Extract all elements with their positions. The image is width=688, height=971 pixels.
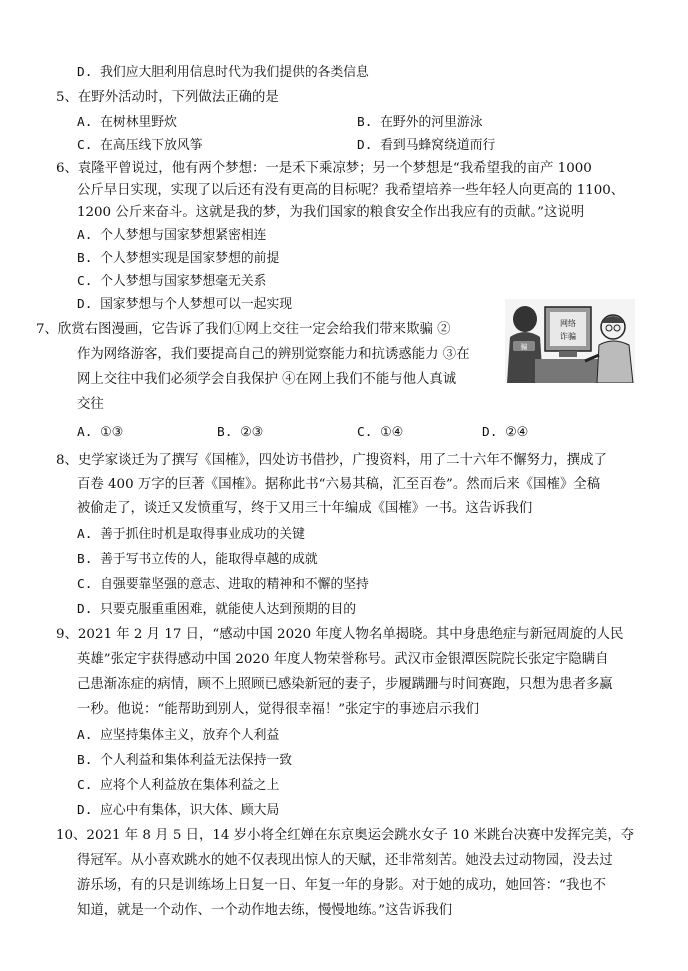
q4-option-d: D. 我们应大胆利用信息时代为我们提供的各类信息 [77, 65, 369, 80]
q8-option-c: C. 自强要靠坚强的意志、进取的精神和不懈的坚持 [77, 577, 369, 592]
thief-badge: 骗 [520, 343, 528, 351]
q8-stem-line3: 被偷走了，谈迁又发愤重写，终于又用三十年编成《国榷》一书。这告诉我们 [77, 501, 533, 516]
q8-stem-line1: 8、史学家谈迁为了撰写《国榷》，四处访书借抄，广搜资料，用了二十六年不懈努力，撰成了 [56, 453, 607, 468]
monitor-text-2: 诈骗 [560, 332, 576, 341]
q10-stem-line2: 得冠军。从小喜欢跳水的她不仅表现出惊人的天赋，还非常刻苦。她没去过动物园，没去过 [77, 853, 613, 868]
q7-stem-line3: 网上交往中我们必须学会自我保护 ④在网上我们不能与他人真诚 [77, 372, 457, 387]
q8-stem-line2: 百卷 400 万字的巨著《国榷》。据称此书“六易其稿，汇至百卷”。然而后来《国榷》全稿 [77, 477, 601, 492]
desk [535, 359, 605, 383]
q6-option-a: A. 个人梦想与国家梦想紧密相连 [77, 228, 267, 243]
q9-option-b: B. 个人利益和集体利益无法保持一致 [77, 753, 293, 768]
q7-stem-line4: 交往 [77, 397, 104, 412]
q7-stem-line2: 作为网络游客，我们要提高自己的辨别觉察能力和抗诱惑能力 ③在 [77, 347, 470, 362]
q7-option-d: D. ②④ [482, 425, 529, 440]
q8-option-b: B. 善于写书立传的人，能取得卓越的成就 [77, 552, 318, 567]
thief-head [513, 306, 537, 332]
q10-stem-line4: 知道，就是一个动作、一个动作地去练，慢慢地练。”这告诉我们 [77, 903, 453, 918]
q10-stem-line1: 10、2021 年 8 月 5 日，14 岁小将全红婵在东京奥运会跳水女子 10 米跳台决赛中发挥完美，夺 [56, 828, 635, 843]
q6-stem-line3: 1200 公斤来奋斗。这就是我的梦，为我们国家的粮食安全作出我应有的贡献。”这说明 [77, 205, 585, 220]
q9-stem-line3: 己患渐冻症的病情，顾不上照顾已感染新冠的妻子，步履蹒跚与时间赛跑，只想为患者多赢 [77, 677, 613, 692]
q7-option-a: A. ①③ [77, 425, 124, 440]
q9-stem-line1: 9、2021 年 2 月 17 日，“感动中国 2020 年度人物名单揭晓。其中身患绝症与新冠周旋的人民 [56, 627, 624, 642]
q8-option-d: D. 只要克服重重困难，就能使人达到预期的目的 [77, 602, 357, 617]
q9-stem-line4: 一秒。他说：“能帮助到别人，觉得很幸福！”张定宇的事迹启示我们 [77, 702, 480, 717]
q8-option-a: A. 善于抓住时机是取得事业成功的关键 [77, 527, 305, 542]
q5-option-b: B. 在野外的河里游泳 [357, 115, 483, 130]
q9-option-c: C. 应将个人利益放在集体利益之上 [77, 778, 280, 793]
q6-stem-line2: 公斤早日实现，实现了以后还有没有更高的目标呢？我希望培养一些年轻人向更高的 1100、 [77, 183, 625, 198]
q5-option-a: A. 在树林里野炊 [77, 115, 177, 130]
q5-option-c: C. 在高压线下放风筝 [77, 138, 203, 153]
q7-option-b: B. ②③ [217, 425, 264, 440]
internet-fraud-cartoon [505, 299, 635, 383]
q5-option-d: D. 看到马蜂窝绕道而行 [357, 138, 496, 153]
monitor-text-1: 网络 [560, 319, 576, 328]
q9-option-d: D. 应心中有集体，识大体、顾大局 [77, 803, 280, 818]
q6-option-c: C. 个人梦想与国家梦想毫无关系 [77, 274, 267, 289]
q6-option-b: B. 个人梦想实现是国家梦想的前提 [77, 251, 280, 266]
q5-stem: 5、在野外活动时，下列做法正确的是 [56, 90, 279, 105]
q7-option-c: C. ①④ [357, 425, 404, 440]
boy-body [597, 341, 633, 383]
q9-stem-line2: 英雄”张定宇获得感动中国 2020 年度人物荣誉称号。武汉市金银潭医院院长张定宇隐瞒自 [77, 652, 609, 667]
q6-option-d: D. 国家梦想与个人梦想可以一起实现 [77, 297, 293, 312]
q7-stem-line1: 7、欣赏右图漫画，它告诉了我们①网上交往一定会给我们带来欺骗 ② [36, 322, 451, 337]
q9-option-a: A. 应坚持集体主义，放弃个人利益 [77, 728, 280, 743]
q6-stem-line1: 6、袁隆平曾说过，他有两个梦想：一是禾下乘凉梦；另一个梦想是“我希望我的亩产 1000 [56, 161, 592, 176]
q10-stem-line3: 游乐场，有的只是训练场上日复一日、年复一年的身影。对于她的成功，她回答：“我也不 [77, 878, 607, 893]
